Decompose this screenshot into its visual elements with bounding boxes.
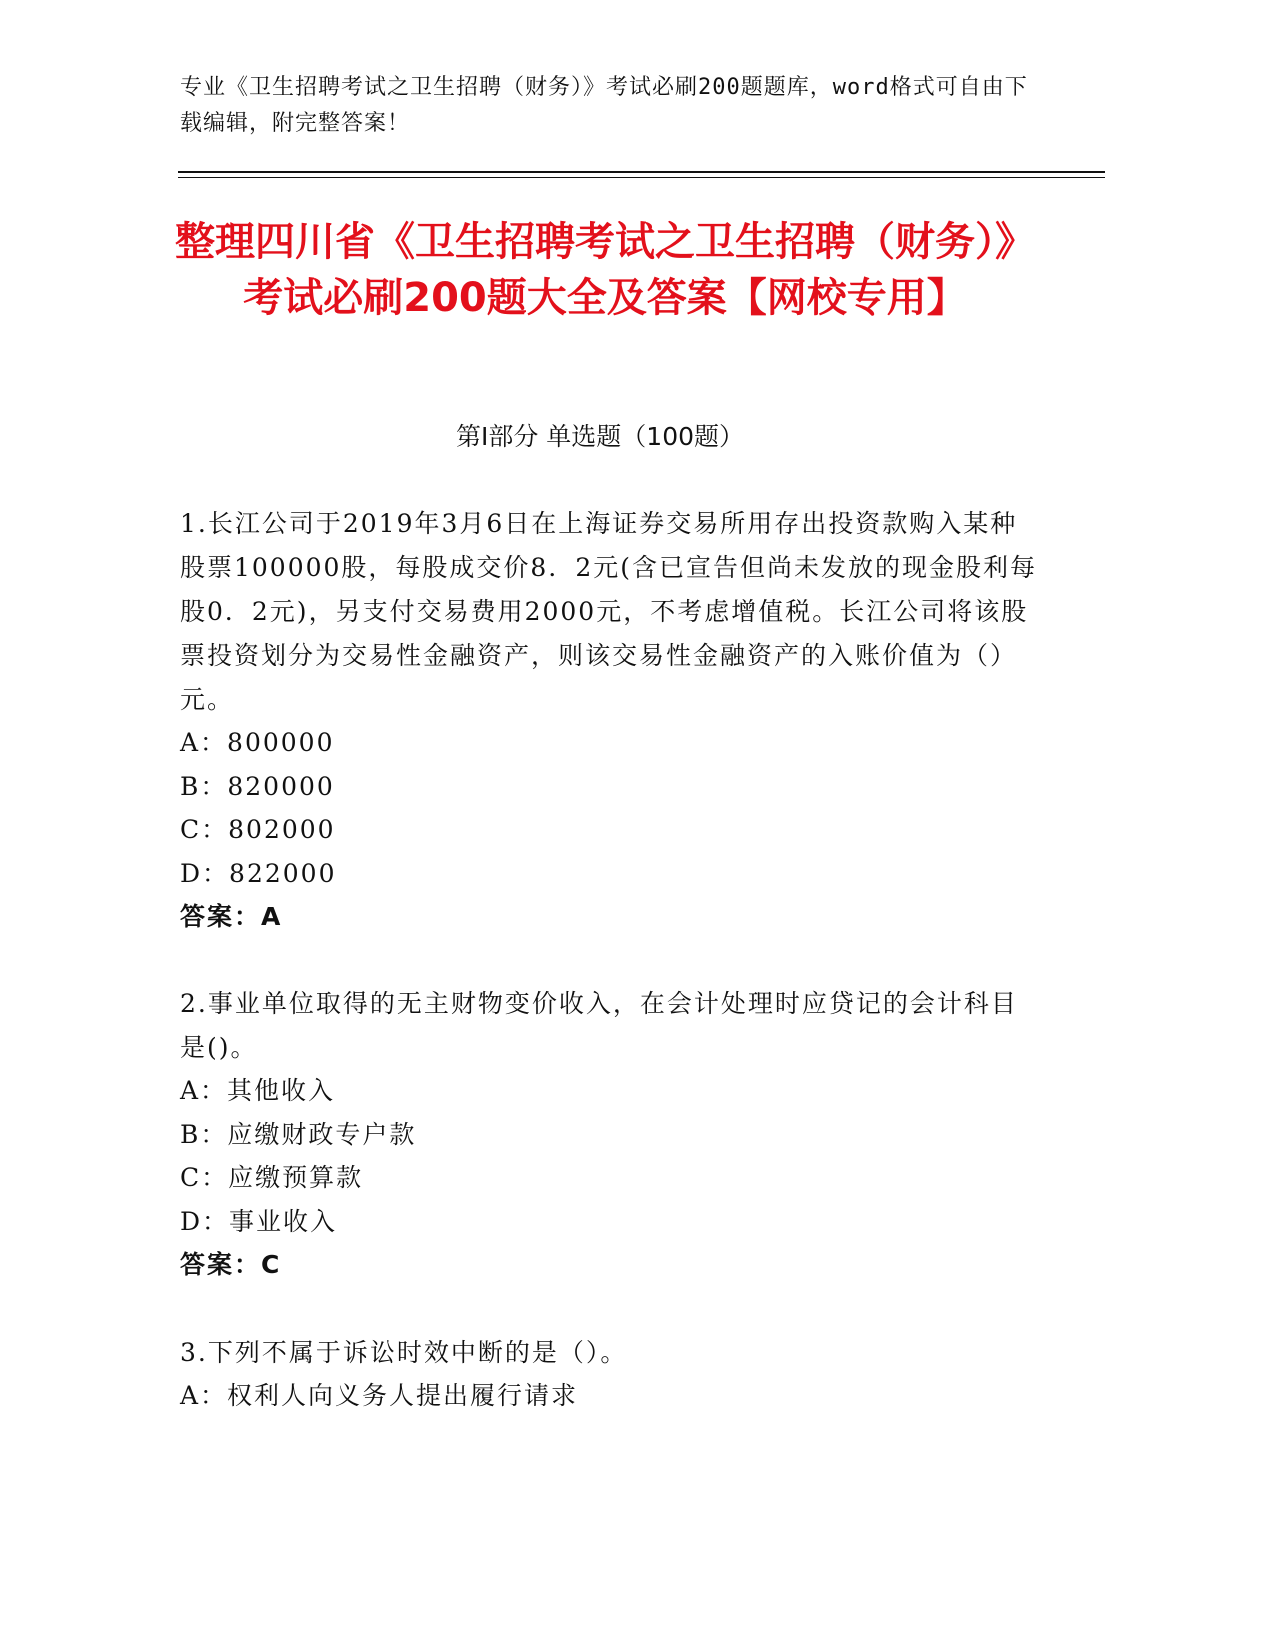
document-title: 整理四川省《卫生招聘考试之卫生招聘（财务）》考试必刷200题大全及答案【网校专用】: [175, 219, 1035, 321]
header-rule-thick: [178, 171, 1105, 173]
question-2-option-b: B：应缴财政专户款: [180, 1120, 417, 1149]
question-2-option-c: C：应缴预算款: [180, 1163, 364, 1192]
question-1-answer: 答案：A: [180, 902, 283, 931]
section-heading: 第I部分 单选题（100题）: [455, 422, 745, 451]
question-1-text: 1.长江公司于2019年3月6日在上海证券交易所用存出投资款购入某种股票100000股，每股成交价8．2元(含已宣告但尚未发放的现金股利每股0．2元)，另支付交易费用2000元，不考虑增值税。长江公司将该股票投资划分为交易性金融资产，则该交易性金融资产的入账价值为（）元。: [180, 509, 1038, 714]
question-3-option-a: A：权利人向义务人提出履行请求: [180, 1381, 579, 1410]
question-2-option-a: A：其他收入: [180, 1076, 336, 1105]
question-3-text: 3.下列不属于诉讼时效中断的是（）。: [180, 1338, 628, 1367]
question-1-option-d: D：822000: [180, 859, 337, 888]
question-1-option-b: B：820000: [180, 772, 335, 801]
header-rule-thin: [178, 177, 1105, 178]
question-2-answer: 答案：C: [180, 1250, 282, 1279]
question-1-option-a: A：800000: [180, 728, 335, 757]
question-1-option-c: C：802000: [180, 815, 336, 844]
question-2-text: 2.事业单位取得的无主财物变价收入，在会计处理时应贷记的会计科目是()。: [180, 989, 1018, 1062]
question-2-option-d: D：事业收入: [180, 1207, 338, 1236]
header-note: 专业《卫生招聘考试之卫生招聘（财务）》考试必刷200题题库，word格式可自由下载编辑，附完整答案！: [180, 75, 1028, 136]
